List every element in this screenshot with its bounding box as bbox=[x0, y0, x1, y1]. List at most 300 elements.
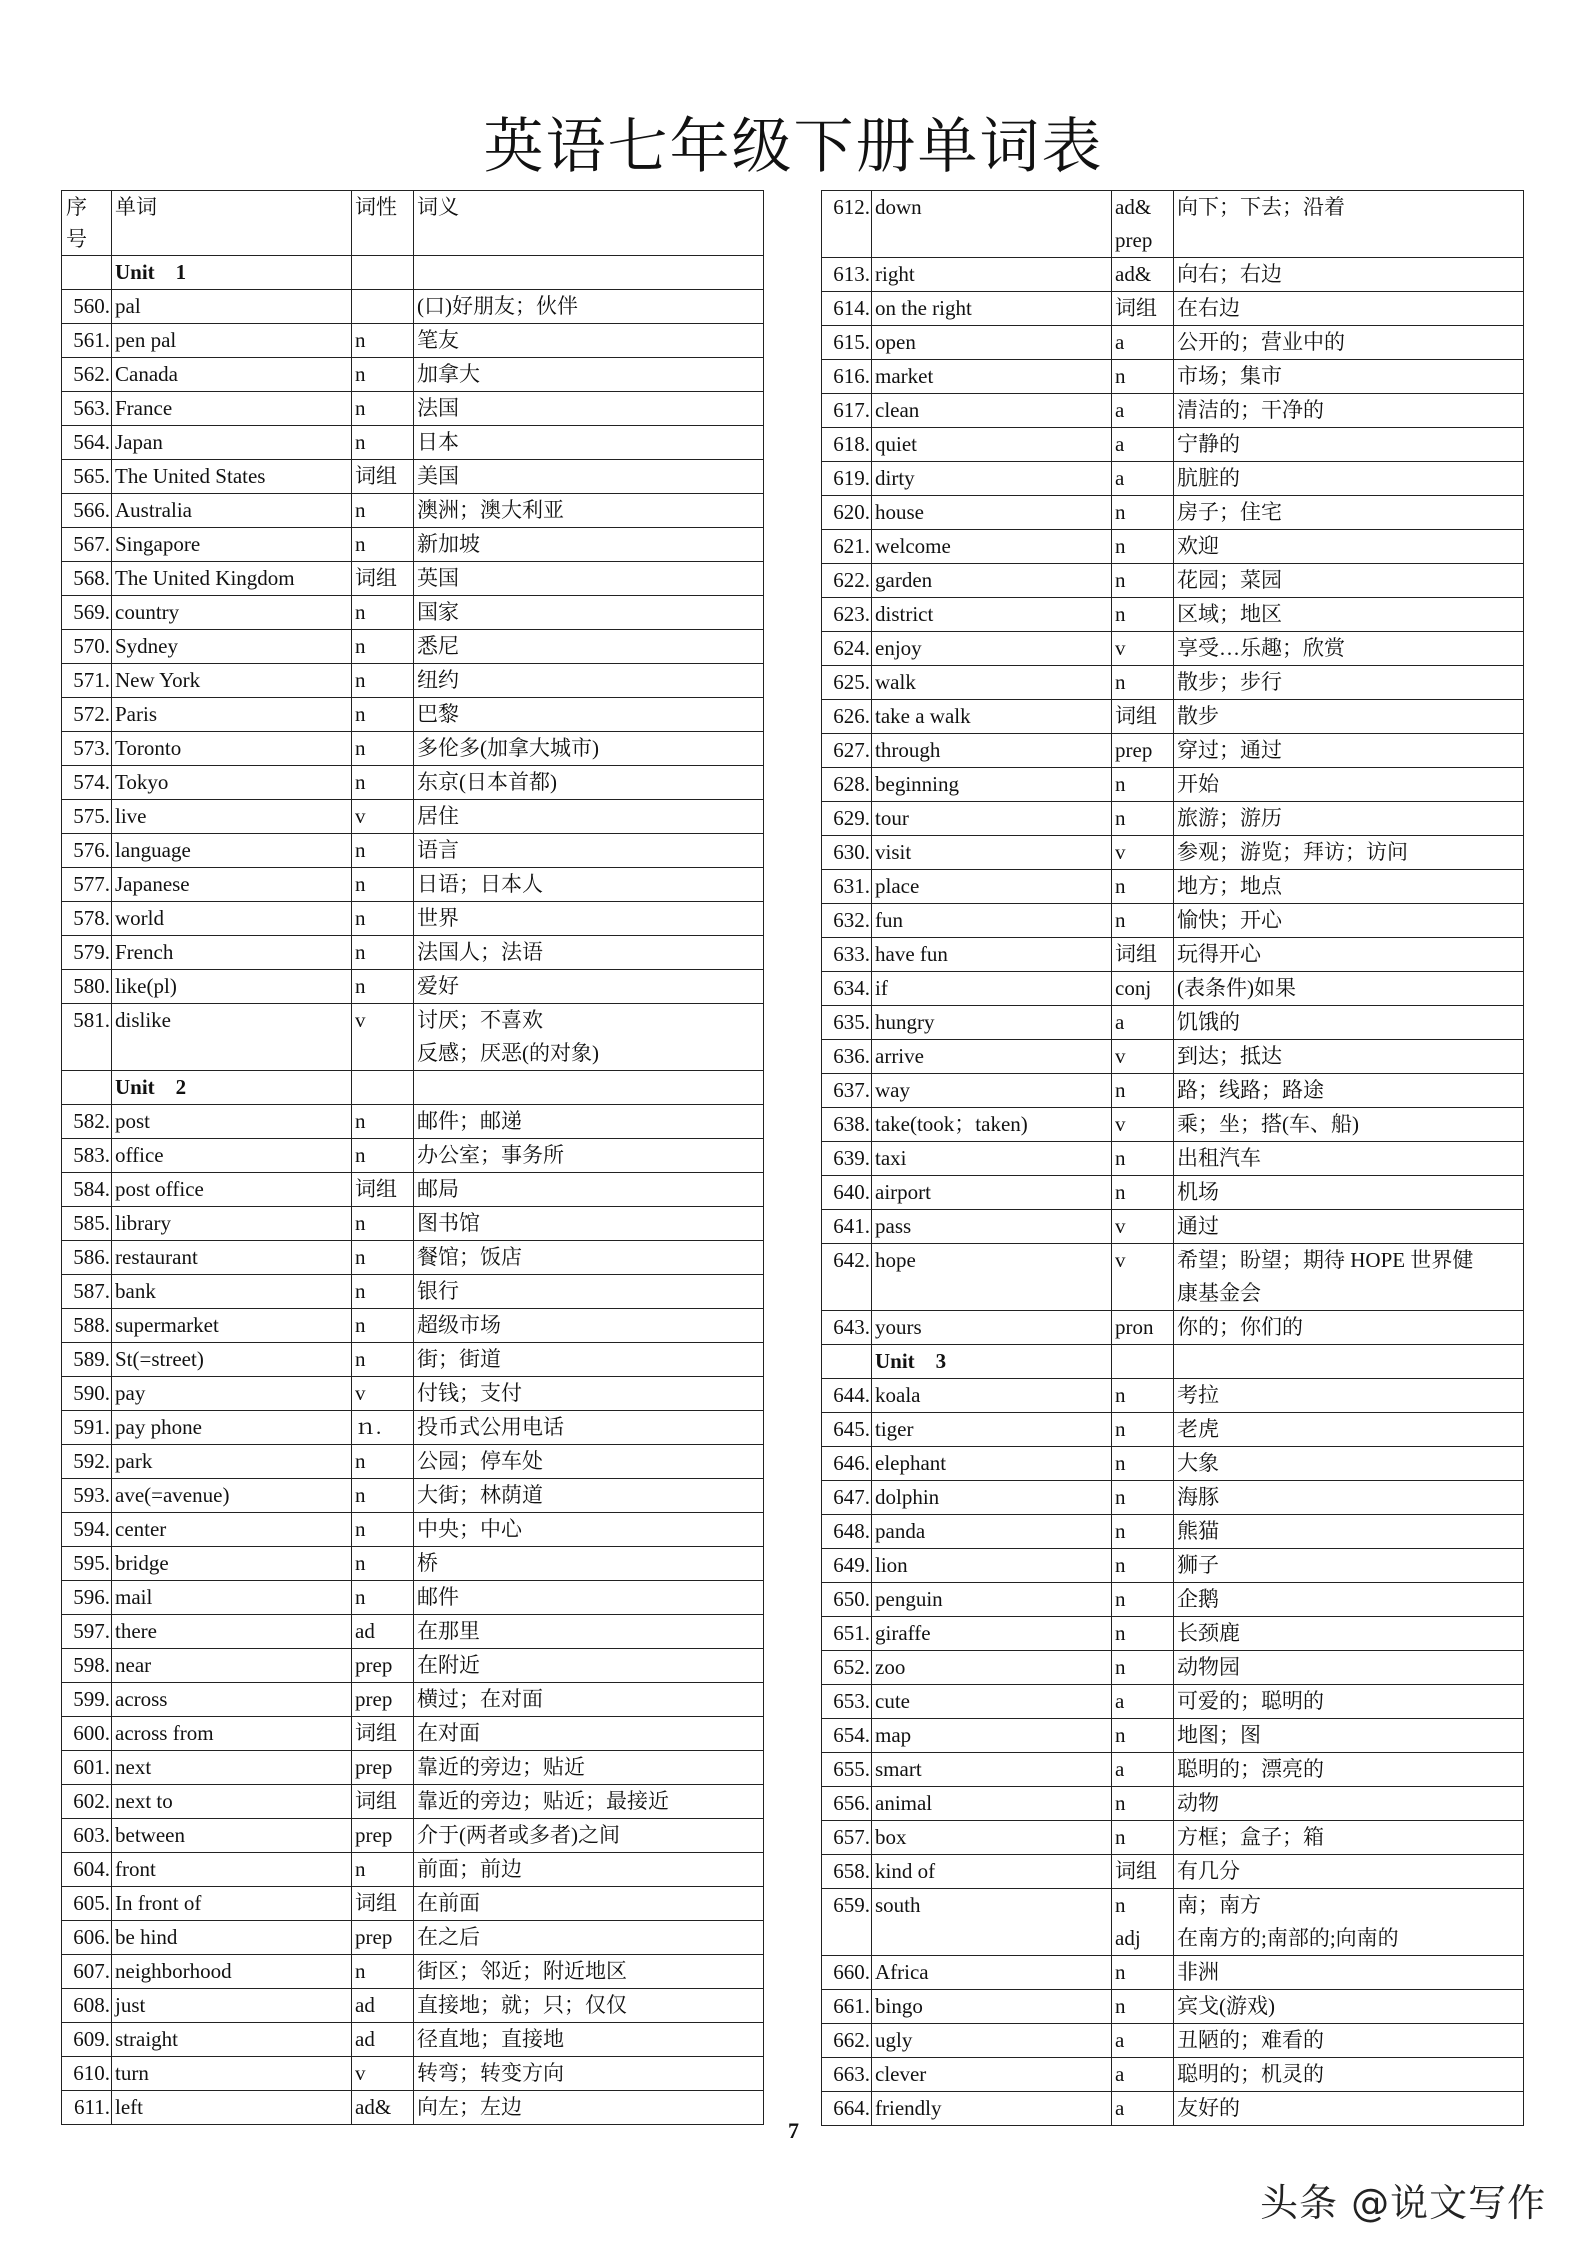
table-row bbox=[62, 1173, 764, 1207]
row-number: 624. bbox=[822, 632, 872, 666]
pos-line: n bbox=[355, 1211, 366, 1235]
row-number: 587. bbox=[62, 1275, 112, 1309]
meaning-line: 康基金会 bbox=[1177, 1281, 1261, 1305]
meaning-line: 在右边 bbox=[1177, 296, 1240, 320]
word: between bbox=[112, 1819, 352, 1853]
row-number: 659. bbox=[822, 1889, 872, 1956]
word: across from bbox=[112, 1717, 352, 1751]
part-of-speech bbox=[1112, 802, 1174, 836]
row-number: 634. bbox=[822, 972, 872, 1006]
word: friendly bbox=[872, 2092, 1112, 2126]
table-row bbox=[822, 1617, 1524, 1651]
meaning-line: 直接地；就；只；仅仅 bbox=[417, 1993, 627, 2017]
meaning-line: 有几分 bbox=[1177, 1859, 1240, 1883]
part-of-speech bbox=[1112, 1481, 1174, 1515]
meaning bbox=[414, 2023, 764, 2057]
table-row bbox=[822, 972, 1524, 1006]
row-number: 616. bbox=[822, 360, 872, 394]
table-row bbox=[62, 664, 764, 698]
part-of-speech bbox=[1112, 1685, 1174, 1719]
pos-line: 词组 bbox=[355, 566, 397, 590]
pos-line: n bbox=[1115, 1791, 1126, 1815]
meaning bbox=[1174, 768, 1524, 802]
part-of-speech bbox=[352, 358, 414, 392]
meaning-line: 邮件 bbox=[417, 1585, 459, 1609]
meaning bbox=[414, 1513, 764, 1547]
pos-line: n bbox=[1115, 772, 1126, 796]
row-number: 625. bbox=[822, 666, 872, 700]
part-of-speech bbox=[352, 868, 414, 902]
part-of-speech bbox=[352, 290, 414, 324]
word: south bbox=[872, 1889, 1112, 1956]
table-row bbox=[822, 1787, 1524, 1821]
meaning bbox=[414, 1173, 764, 1207]
part-of-speech bbox=[1112, 360, 1174, 394]
meaning bbox=[1174, 1006, 1524, 1040]
part-of-speech bbox=[352, 1887, 414, 1921]
table-row bbox=[62, 1717, 764, 1751]
row-number: 602. bbox=[62, 1785, 112, 1819]
pos-line: a bbox=[1115, 398, 1125, 422]
meaning bbox=[1174, 632, 1524, 666]
word: Japanese bbox=[112, 868, 352, 902]
pos-line: a bbox=[1115, 1757, 1125, 1781]
word: library bbox=[112, 1207, 352, 1241]
pos-line: ad bbox=[355, 1993, 375, 2017]
word: cute bbox=[872, 1685, 1112, 1719]
pos-line: prep bbox=[1115, 228, 1153, 252]
row-number: 593. bbox=[62, 1479, 112, 1513]
part-of-speech bbox=[352, 1649, 414, 1683]
pos-line: n bbox=[1115, 1655, 1126, 1679]
header-word: 单词 bbox=[112, 191, 352, 256]
part-of-speech bbox=[1112, 496, 1174, 530]
table-row bbox=[62, 1683, 764, 1717]
meaning-line: 南；南方 bbox=[1177, 1893, 1261, 1917]
row-number: 611. bbox=[62, 2091, 112, 2125]
word: bridge bbox=[112, 1547, 352, 1581]
meaning bbox=[1174, 2024, 1524, 2058]
row-number: 632. bbox=[822, 904, 872, 938]
meaning bbox=[1174, 1719, 1524, 1753]
word: Paris bbox=[112, 698, 352, 732]
table-row bbox=[822, 564, 1524, 598]
pos-line: n bbox=[355, 1245, 366, 1269]
table-row bbox=[822, 598, 1524, 632]
row-number: 561. bbox=[62, 324, 112, 358]
meaning-line: 考拉 bbox=[1177, 1383, 1219, 1407]
part-of-speech bbox=[352, 1139, 414, 1173]
page-number: 7 bbox=[788, 2118, 799, 2143]
row-number: 655. bbox=[822, 1753, 872, 1787]
meaning-line: 世界 bbox=[417, 906, 459, 930]
meaning-line: 清洁的；干净的 bbox=[1177, 398, 1324, 422]
part-of-speech bbox=[352, 1547, 414, 1581]
meaning-line: 开始 bbox=[1177, 772, 1219, 796]
word: world bbox=[112, 902, 352, 936]
meaning bbox=[414, 1615, 764, 1649]
pos-line: n bbox=[355, 498, 366, 522]
part-of-speech bbox=[1112, 1210, 1174, 1244]
part-of-speech bbox=[1112, 734, 1174, 768]
table-row bbox=[822, 1244, 1524, 1311]
pos-line: prep bbox=[355, 1687, 393, 1711]
num-cell bbox=[62, 256, 112, 290]
table-row bbox=[822, 1074, 1524, 1108]
table-row bbox=[822, 394, 1524, 428]
meaning-line: 邮件；邮递 bbox=[417, 1109, 522, 1133]
pos-line: v bbox=[1115, 840, 1126, 864]
part-of-speech bbox=[352, 1343, 414, 1377]
header-meaning: 词义 bbox=[414, 191, 764, 256]
pos-line: n bbox=[1115, 1485, 1126, 1509]
word: Australia bbox=[112, 494, 352, 528]
meaning-line: 讨厌；不喜欢 bbox=[417, 1008, 543, 1032]
row-number: 605. bbox=[62, 1887, 112, 1921]
meaning bbox=[1174, 258, 1524, 292]
pos-line: n bbox=[355, 600, 366, 624]
meaning-line: 宁静的 bbox=[1177, 432, 1240, 456]
unit-header-row bbox=[822, 1345, 1524, 1379]
word: elephant bbox=[872, 1447, 1112, 1481]
table-row bbox=[822, 632, 1524, 666]
pos-line: a bbox=[1115, 1010, 1125, 1034]
part-of-speech bbox=[1112, 1006, 1174, 1040]
table-row bbox=[62, 1513, 764, 1547]
table-row bbox=[822, 1719, 1524, 1753]
meaning-line: 加拿大 bbox=[417, 362, 480, 386]
meaning-line: 日本 bbox=[417, 430, 459, 454]
pos-line: n bbox=[355, 1483, 366, 1507]
row-number: 581. bbox=[62, 1004, 112, 1071]
table-row bbox=[822, 1311, 1524, 1345]
meaning bbox=[1174, 1651, 1524, 1685]
meaning-line: 英国 bbox=[417, 566, 459, 590]
meaning-line: 东京(日本首都) bbox=[417, 770, 557, 794]
word: box bbox=[872, 1821, 1112, 1855]
pos-line: n bbox=[1115, 1417, 1126, 1441]
word: map bbox=[872, 1719, 1112, 1753]
part-of-speech bbox=[1112, 1379, 1174, 1413]
pos-line: ad bbox=[355, 1619, 375, 1643]
pos-line: n bbox=[1115, 1587, 1126, 1611]
meaning bbox=[1174, 938, 1524, 972]
meaning bbox=[1174, 1142, 1524, 1176]
row-number: 604. bbox=[62, 1853, 112, 1887]
row-number: 603. bbox=[62, 1819, 112, 1853]
part-of-speech bbox=[352, 902, 414, 936]
meaning bbox=[1174, 1617, 1524, 1651]
header-pos: 词性 bbox=[352, 191, 414, 256]
row-number: 623. bbox=[822, 598, 872, 632]
part-of-speech bbox=[352, 1989, 414, 2023]
word: garden bbox=[872, 564, 1112, 598]
meaning-line: 前面；前边 bbox=[417, 1857, 522, 1881]
pos-line: n bbox=[1115, 1893, 1126, 1917]
pos-line: v bbox=[1115, 636, 1126, 660]
pos-line: n bbox=[1115, 1146, 1126, 1170]
part-of-speech bbox=[1112, 666, 1174, 700]
part-of-speech bbox=[352, 2057, 414, 2091]
meaning bbox=[1174, 598, 1524, 632]
row-number: 595. bbox=[62, 1547, 112, 1581]
word: pass bbox=[872, 1210, 1112, 1244]
part-of-speech bbox=[1112, 1176, 1174, 1210]
meaning-line: 笔友 bbox=[417, 328, 459, 352]
pos-line: n bbox=[355, 1449, 366, 1473]
table-row bbox=[62, 766, 764, 800]
part-of-speech bbox=[352, 1479, 414, 1513]
part-of-speech bbox=[352, 1615, 414, 1649]
meaning bbox=[414, 1751, 764, 1785]
meaning bbox=[1174, 292, 1524, 326]
pos-line: 词组 bbox=[355, 464, 397, 488]
part-of-speech bbox=[352, 596, 414, 630]
word: panda bbox=[872, 1515, 1112, 1549]
pos-line: 词组 bbox=[355, 1789, 397, 1813]
meaning-line: 法国 bbox=[417, 396, 459, 420]
meaning-line: 通过 bbox=[1177, 1214, 1219, 1238]
table-row bbox=[62, 1819, 764, 1853]
row-number: 565. bbox=[62, 460, 112, 494]
part-of-speech bbox=[352, 1513, 414, 1547]
pos-cell bbox=[352, 1071, 414, 1105]
part-of-speech bbox=[352, 1785, 414, 1819]
table-row bbox=[822, 1821, 1524, 1855]
table-row bbox=[62, 1989, 764, 2023]
meaning bbox=[1174, 191, 1524, 258]
part-of-speech bbox=[1112, 326, 1174, 360]
pos-line: n bbox=[1115, 534, 1126, 558]
table-row bbox=[62, 800, 764, 834]
pos-line: v bbox=[1115, 1112, 1126, 1136]
part-of-speech bbox=[352, 1207, 414, 1241]
table-row bbox=[62, 1785, 764, 1819]
part-of-speech bbox=[1112, 700, 1174, 734]
meaning-line: 向右；右边 bbox=[1177, 262, 1282, 286]
meaning bbox=[1174, 530, 1524, 564]
pos-line: n bbox=[355, 1585, 366, 1609]
table-row bbox=[62, 1139, 764, 1173]
word: pay bbox=[112, 1377, 352, 1411]
vocab-table-left-body bbox=[62, 191, 764, 2125]
table-row bbox=[822, 2024, 1524, 2058]
meaning bbox=[1174, 1753, 1524, 1787]
table-row bbox=[62, 1377, 764, 1411]
row-number: 644. bbox=[822, 1379, 872, 1413]
meaning bbox=[1174, 1956, 1524, 1990]
row-number: 648. bbox=[822, 1515, 872, 1549]
meaning bbox=[1174, 666, 1524, 700]
part-of-speech bbox=[352, 732, 414, 766]
word: visit bbox=[872, 836, 1112, 870]
num-cell bbox=[822, 1345, 872, 1379]
table-row bbox=[62, 1343, 764, 1377]
row-number: 628. bbox=[822, 768, 872, 802]
meaning-line: 大象 bbox=[1177, 1451, 1219, 1475]
word: quiet bbox=[872, 428, 1112, 462]
row-number: 630. bbox=[822, 836, 872, 870]
word: zoo bbox=[872, 1651, 1112, 1685]
row-number: 580. bbox=[62, 970, 112, 1004]
part-of-speech bbox=[1112, 1821, 1174, 1855]
word: neighborhood bbox=[112, 1955, 352, 1989]
table-row bbox=[62, 1547, 764, 1581]
word: open bbox=[872, 326, 1112, 360]
part-of-speech bbox=[352, 1241, 414, 1275]
row-number: 620. bbox=[822, 496, 872, 530]
meaning-line: 狮子 bbox=[1177, 1553, 1219, 1577]
row-number: 657. bbox=[822, 1821, 872, 1855]
row-number: 583. bbox=[62, 1139, 112, 1173]
part-of-speech bbox=[1112, 1447, 1174, 1481]
part-of-speech bbox=[352, 1105, 414, 1139]
row-number: 585. bbox=[62, 1207, 112, 1241]
pos-line: a bbox=[1115, 2096, 1125, 2120]
pos-line: n bbox=[1115, 874, 1126, 898]
word: next bbox=[112, 1751, 352, 1785]
table-row bbox=[822, 1447, 1524, 1481]
word: country bbox=[112, 596, 352, 630]
meaning bbox=[1174, 2058, 1524, 2092]
word: Sydney bbox=[112, 630, 352, 664]
row-number: 571. bbox=[62, 664, 112, 698]
meaning bbox=[1174, 1990, 1524, 2024]
pos-line: n bbox=[355, 532, 366, 556]
pos-cell bbox=[352, 256, 414, 290]
unit-header-row bbox=[62, 256, 764, 290]
word: through bbox=[872, 734, 1112, 768]
meaning bbox=[414, 1105, 764, 1139]
meaning bbox=[1174, 360, 1524, 394]
table-row bbox=[62, 1309, 764, 1343]
part-of-speech bbox=[352, 1955, 414, 1989]
meaning-line: 向左；左边 bbox=[417, 2095, 522, 2119]
row-number: 619. bbox=[822, 462, 872, 496]
table-row bbox=[822, 1855, 1524, 1889]
vocab-table-right bbox=[821, 190, 1524, 2126]
part-of-speech bbox=[1112, 1142, 1174, 1176]
word: on the right bbox=[872, 292, 1112, 326]
part-of-speech bbox=[352, 392, 414, 426]
meaning bbox=[414, 392, 764, 426]
table-row bbox=[822, 1040, 1524, 1074]
row-number: 646. bbox=[822, 1447, 872, 1481]
word: The United Kingdom bbox=[112, 562, 352, 596]
table-row bbox=[822, 191, 1524, 258]
meaning bbox=[414, 1717, 764, 1751]
meaning bbox=[414, 1887, 764, 1921]
meaning bbox=[1174, 1821, 1524, 1855]
meaning-line: 熊猫 bbox=[1177, 1519, 1219, 1543]
table-row bbox=[62, 732, 764, 766]
table-row bbox=[62, 1955, 764, 1989]
vocab-table-right-body bbox=[822, 191, 1524, 2126]
word: center bbox=[112, 1513, 352, 1547]
row-number: 622. bbox=[822, 564, 872, 598]
part-of-speech bbox=[1112, 428, 1174, 462]
part-of-speech bbox=[1112, 1617, 1174, 1651]
word: Singapore bbox=[112, 528, 352, 562]
meaning-line: 反感；厌恶(的对象) bbox=[417, 1041, 599, 1065]
pos-line: ad& bbox=[355, 2095, 392, 2119]
meaning bbox=[1174, 904, 1524, 938]
part-of-speech bbox=[1112, 1074, 1174, 1108]
row-number: 563. bbox=[62, 392, 112, 426]
pos-line: v bbox=[1115, 1044, 1126, 1068]
word: New York bbox=[112, 664, 352, 698]
word: giraffe bbox=[872, 1617, 1112, 1651]
row-number: 590. bbox=[62, 1377, 112, 1411]
word: house bbox=[872, 496, 1112, 530]
pos-cell bbox=[1112, 1345, 1174, 1379]
word: dolphin bbox=[872, 1481, 1112, 1515]
pos-line: n bbox=[355, 872, 366, 896]
pos-line: n bbox=[1115, 1451, 1126, 1475]
word: like(pl) bbox=[112, 970, 352, 1004]
pos-line: v bbox=[355, 2061, 366, 2085]
meaning-line: 旅游；游历 bbox=[1177, 806, 1282, 830]
table-row bbox=[822, 258, 1524, 292]
row-number: 606. bbox=[62, 1921, 112, 1955]
row-number: 570. bbox=[62, 630, 112, 664]
row-number: 643. bbox=[822, 1311, 872, 1345]
meaning bbox=[414, 2057, 764, 2091]
pos-line: n bbox=[355, 736, 366, 760]
meaning-line: 多伦多(加拿大城市) bbox=[417, 736, 599, 760]
part-of-speech bbox=[1112, 1889, 1174, 1956]
part-of-speech bbox=[1112, 1244, 1174, 1311]
pos-line: 词组 bbox=[1115, 942, 1157, 966]
meaning bbox=[414, 664, 764, 698]
part-of-speech bbox=[352, 562, 414, 596]
part-of-speech bbox=[352, 1581, 414, 1615]
meaning bbox=[414, 528, 764, 562]
table-row bbox=[822, 1142, 1524, 1176]
table-row bbox=[822, 734, 1524, 768]
pos-line: n bbox=[1115, 500, 1126, 524]
part-of-speech bbox=[352, 1377, 414, 1411]
meaning-line: 超级市场 bbox=[417, 1313, 501, 1337]
meaning-cell bbox=[1174, 1345, 1524, 1379]
part-of-speech bbox=[352, 1819, 414, 1853]
table-row bbox=[822, 1685, 1524, 1719]
meaning-line: 到达；抵达 bbox=[1177, 1044, 1282, 1068]
meaning-line: 企鹅 bbox=[1177, 1587, 1219, 1611]
meaning-line: 饥饿的 bbox=[1177, 1010, 1240, 1034]
table-row bbox=[62, 902, 764, 936]
table-row bbox=[62, 596, 764, 630]
meaning bbox=[1174, 1583, 1524, 1617]
part-of-speech bbox=[352, 528, 414, 562]
row-number: 663. bbox=[822, 2058, 872, 2092]
meaning-line: 长颈鹿 bbox=[1177, 1621, 1240, 1645]
meaning-line: 街区；邻近；附近地区 bbox=[417, 1959, 627, 1983]
word: ave(=avenue) bbox=[112, 1479, 352, 1513]
row-number: 597. bbox=[62, 1615, 112, 1649]
table-row bbox=[62, 1479, 764, 1513]
meaning bbox=[414, 936, 764, 970]
row-number: 599. bbox=[62, 1683, 112, 1717]
word: park bbox=[112, 1445, 352, 1479]
part-of-speech bbox=[352, 1445, 414, 1479]
meaning bbox=[1174, 1855, 1524, 1889]
meaning bbox=[414, 426, 764, 460]
pos-line: prep bbox=[355, 1755, 393, 1779]
pos-line: n bbox=[1115, 1553, 1126, 1577]
meaning-line: 靠近的旁边；贴近；最接近 bbox=[417, 1789, 669, 1813]
row-number: 629. bbox=[822, 802, 872, 836]
